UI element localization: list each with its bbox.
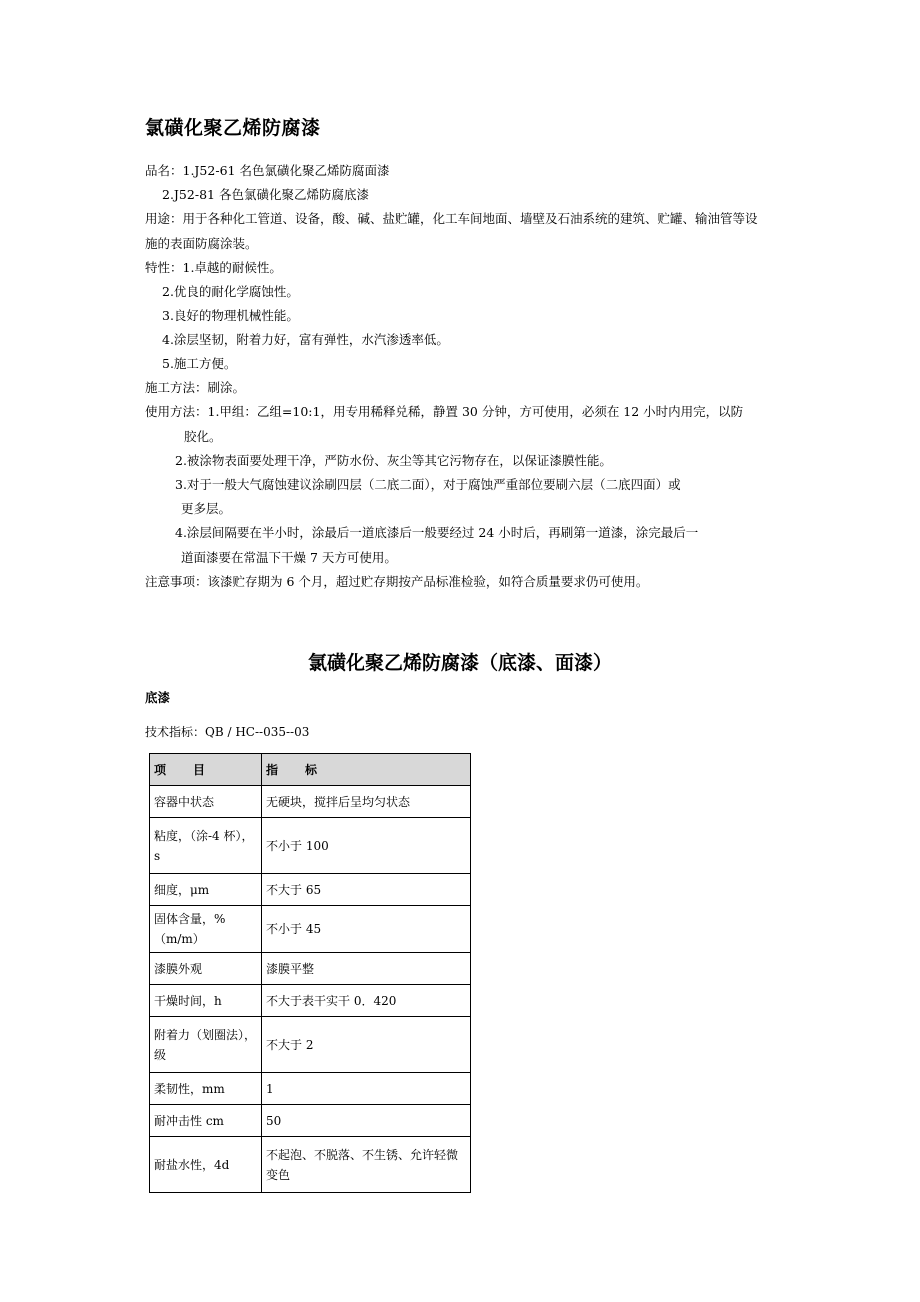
column-header-indicator: 指 标 xyxy=(262,754,471,786)
table-cell-item: 漆膜外观 xyxy=(150,953,262,985)
table-cell-item: 细度，μm xyxy=(150,874,262,906)
feature-line-1: 特性：1.卓越的耐候性。 xyxy=(145,260,282,275)
table-cell-value: 50 xyxy=(262,1105,471,1137)
application-method-line: 施工方法：刷涂。 xyxy=(145,380,246,395)
document-title: 氯磺化聚乙烯防腐漆 xyxy=(145,117,321,139)
table-cell-item: 固体含量，%（m/m） xyxy=(150,906,262,953)
column-header-item: 项 目 xyxy=(150,754,262,786)
table-cell-item: 柔韧性，mm xyxy=(150,1073,262,1105)
feature-line-4: 4.涂层坚韧，附着力好，富有弹性，水汽渗透率低。 xyxy=(162,332,449,347)
usage-method-line-2: 2.被涂物表面要处理干净，严防水份、灰尘等其它污物存在，以保证漆膜性能。 xyxy=(175,453,612,468)
table-row xyxy=(150,953,471,985)
table-row xyxy=(150,1105,471,1137)
table-cell-item: 容器中状态 xyxy=(150,786,262,818)
table-row xyxy=(150,1073,471,1105)
spec-table xyxy=(149,753,471,1193)
table-row xyxy=(150,906,471,953)
usage-method-line-4-cont: 道面漆要在常温下干燥 7 天方可使用。 xyxy=(181,550,397,565)
section-title: 氯磺化聚乙烯防腐漆（底漆、面漆） xyxy=(307,652,612,674)
usage-method-line-1-cont: 胶化。 xyxy=(184,429,222,444)
table-cell-item: 干燥时间，h xyxy=(150,985,262,1017)
table-row xyxy=(150,818,471,874)
product-name-line-1: 品名：1.J52-61 名色氯磺化聚乙烯防腐面漆 xyxy=(145,163,390,178)
usage-line-2: 施的表面防腐涂装。 xyxy=(145,236,258,251)
table-header-row xyxy=(150,754,471,786)
table-row xyxy=(150,786,471,818)
table-row xyxy=(150,1017,471,1073)
table-cell-value: 不大于 2 xyxy=(262,1017,471,1073)
table-row xyxy=(150,985,471,1017)
feature-line-5: 5.施工方便。 xyxy=(162,356,237,371)
table-cell-item: 耐盐水性，4d xyxy=(150,1137,262,1193)
table-row xyxy=(150,1137,471,1193)
usage-line-1: 用途：用于各种化工管道、设备，酸、碱、盐贮罐，化工车间地面、墙壁及石油系统的建筑、贮罐、输油管等设 xyxy=(145,211,758,226)
table-cell-value: 不大于表干实干 0．420 xyxy=(262,985,471,1017)
table-cell-item: 附着力（划圈法），级 xyxy=(150,1017,262,1073)
feature-line-3: 3.良好的物理机械性能。 xyxy=(162,308,299,323)
notes-line: 注意事项：该漆贮存期为 6 个月，超过贮存期按产品标准检验，如符合质量要求仍可使用。 xyxy=(145,574,649,589)
table-cell-value: 无硬块，搅拌后呈均匀状态 xyxy=(262,786,471,818)
table-cell-value: 不起泡、不脱落、不生锈、允许轻微变色 xyxy=(262,1137,471,1193)
table-cell-value: 漆膜平整 xyxy=(262,953,471,985)
table-cell-item: 粘度，（涂-4 杯），s xyxy=(150,818,262,874)
table-cell-value: 不小于 45 xyxy=(262,906,471,953)
table-cell-value: 不小于 100 xyxy=(262,818,471,874)
table-cell-value: 不大于 65 xyxy=(262,874,471,906)
usage-method-line-1: 使用方法：1.甲组：乙组=10:1，用专用稀释兑稀，静置 30 分钟，方可使用，必须在 12 小时内用完，以防 xyxy=(145,404,744,419)
table-cell-value: 1 xyxy=(262,1073,471,1105)
table-cell-item: 耐冲击性 cm xyxy=(150,1105,262,1137)
usage-method-line-4: 4.涂层间隔要在半小时，涂最后一道底漆后一般要经过 24 小时后，再刷第一道漆，涂完最后一 xyxy=(175,525,699,540)
primer-subheading: 底漆 xyxy=(145,690,171,705)
product-name-line-2: 2.J52-81 各色氯磺化聚乙烯防腐底漆 xyxy=(162,187,369,202)
table-row xyxy=(150,874,471,906)
usage-method-line-3-cont: 更多层。 xyxy=(181,501,232,516)
feature-line-2: 2.优良的耐化学腐蚀性。 xyxy=(162,284,299,299)
spec-standard: 技术指标：QB / HC--035--03 xyxy=(145,725,310,739)
usage-method-line-3: 3.对于一般大气腐蚀建议涂刷四层（二底二面），对于腐蚀严重部位要刷六层（二底四面）或 xyxy=(175,477,681,492)
